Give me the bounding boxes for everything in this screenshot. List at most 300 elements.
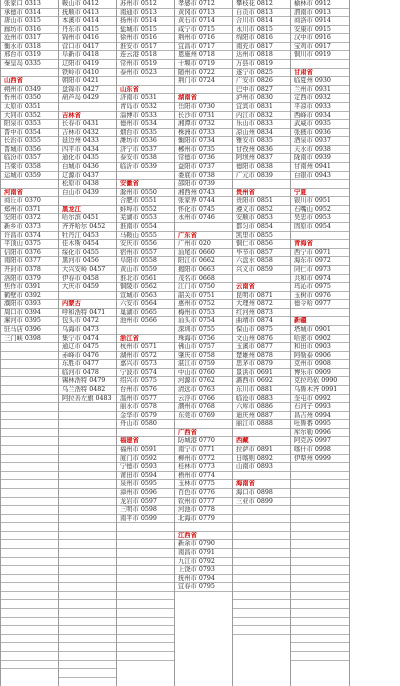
table-cell: 平凉市 0933 [291, 103, 349, 112]
table-cell: 都匀市 0854 [233, 223, 290, 232]
table-cell [1, 480, 58, 489]
table-cell: 商丘市 0370 [1, 197, 58, 206]
table-cell: 安庆市 0556 [117, 240, 174, 249]
table-cell: 潮州市 0768 [175, 403, 232, 412]
table-cell [117, 575, 174, 584]
table-cell: 呼和浩特 0471 [59, 309, 116, 318]
table-column [233, 0, 291, 686]
table-cell: 汕尾市 0660 [175, 249, 232, 258]
table-cell: 四平市 0434 [59, 146, 116, 155]
table-cell [59, 618, 116, 627]
table-cell [117, 549, 174, 558]
table-cell: 乌海市 0473 [59, 326, 116, 335]
table-cell: 许昌市 0374 [1, 232, 58, 241]
table-cell [117, 618, 174, 627]
table-cell: 汉中市 0916 [291, 34, 349, 43]
table-cell: 铜陵市 0562 [117, 283, 174, 292]
table-cell: 三门峡 0398 [1, 335, 58, 344]
table-cell: 江门市 0750 [175, 283, 232, 292]
table-cell [291, 609, 349, 618]
table-cell: 荆门市 0724 [175, 77, 232, 86]
table-cell: 嘉兴市 0573 [117, 360, 174, 369]
table-cell: 南充市 0817 [233, 43, 290, 52]
table-cell: 佛山市 0757 [175, 343, 232, 352]
table-cell [1, 403, 58, 412]
table-column [291, 0, 350, 686]
table-cell: 云浮市 0766 [175, 395, 232, 404]
table-cell: 广州市 020 [175, 240, 232, 249]
province-header: 甘肃省 [291, 69, 349, 78]
table-cell: 舟山市 0580 [117, 420, 174, 429]
table-cell [291, 626, 349, 635]
table-cell: 达州市 0818 [233, 51, 290, 60]
table-cell: 自贡市 0813 [233, 9, 290, 18]
table-cell [1, 352, 58, 361]
table-cell [233, 575, 290, 584]
table-cell: 乌兰浩特 0482 [59, 386, 116, 395]
table-cell: 宜昌市 0717 [175, 43, 232, 52]
table-cell: 张家界 0744 [175, 197, 232, 206]
table-cell: 石河子 0993 [291, 403, 349, 412]
province-header: 广西省 [175, 429, 232, 438]
table-cell [117, 326, 174, 335]
table-cell: 柳州市 0772 [175, 455, 232, 464]
table-cell [1, 360, 58, 369]
table-cell: 大理州 0872 [233, 300, 290, 309]
table-cell [1, 652, 58, 661]
table-cell: 吴忠市 0953 [291, 214, 349, 223]
table-cell: 杭州市 0571 [117, 343, 174, 352]
table-cell [59, 592, 116, 601]
table-cell [291, 583, 349, 592]
province-header: 广东省 [175, 232, 232, 241]
table-cell: 伊春市 0458 [59, 275, 116, 284]
table-cell: 哈尔滨 0451 [59, 214, 116, 223]
table-cell: 鹤壁市 0392 [1, 292, 58, 301]
table-cell: 上饶市 0793 [175, 566, 232, 575]
table-cell: 白城市 0436 [59, 163, 116, 172]
table-cell: 衡水市 0318 [1, 43, 58, 52]
table-cell: 奎屯市 0992 [291, 395, 349, 404]
table-cell: 哈密市 0902 [291, 335, 349, 344]
table-cell: 怀化市 0745 [175, 206, 232, 215]
table-cell: 桂林市 0773 [175, 463, 232, 472]
table-cell [59, 455, 116, 464]
table-cell: 迪庆州 0887 [233, 412, 290, 421]
table-cell: 塔城市 0901 [291, 326, 349, 335]
table-cell [1, 343, 58, 352]
table-cell: 玉溪市 0877 [233, 343, 290, 352]
table-cell [1, 558, 58, 567]
table-cell: 巢湖市 0565 [117, 309, 174, 318]
table-cell [59, 600, 116, 609]
table-cell [117, 635, 174, 644]
table-cell [59, 549, 116, 558]
table-cell [59, 498, 116, 507]
table-cell [1, 455, 58, 464]
table-cell [291, 180, 349, 189]
table-cell [59, 103, 116, 112]
table-cell [233, 523, 290, 532]
table-cell [59, 558, 116, 567]
table-cell: 秦皇岛 0335 [1, 60, 58, 69]
table-cell: 东胜市 0477 [59, 360, 116, 369]
table-cell [59, 626, 116, 635]
table-cell: 长春市 0431 [59, 120, 116, 129]
table-cell [233, 532, 290, 541]
table-cell: 库尔勒 0996 [291, 429, 349, 438]
table-cell: 清远市 0763 [175, 386, 232, 395]
table-cell [59, 515, 116, 524]
table-cell: 阿克苏 0997 [291, 437, 349, 446]
table-cell: 海东市 0972 [291, 257, 349, 266]
table-cell: 甘南州 0941 [291, 163, 349, 172]
table-cell [59, 661, 116, 670]
table-cell: 凉山州 0834 [233, 129, 290, 138]
table-cell: 白银市 0943 [291, 172, 349, 181]
table-cell: 克州市 0908 [291, 360, 349, 369]
table-cell: 玛沁市 0975 [291, 283, 349, 292]
table-cell: 开封市 0378 [1, 266, 58, 275]
table-cell: 阿拉善左旗 0483 [59, 395, 116, 404]
table-cell [1, 566, 58, 575]
table-cell: 揭阳市 0663 [175, 266, 232, 275]
table-cell [291, 463, 349, 472]
table-cell [1, 592, 58, 601]
table-cell: 喀什市 0998 [291, 446, 349, 455]
table-cell [1, 600, 58, 609]
table-cell: 烟台市 0535 [117, 129, 174, 138]
table-cell: 南阳市 0377 [1, 257, 58, 266]
table-cell: 南昌市 0791 [175, 549, 232, 558]
table-cell: 丹东市 0415 [59, 26, 116, 35]
table-cell: 泸州市 0830 [233, 94, 290, 103]
table-cell: 厦门市 0592 [117, 455, 174, 464]
table-cell: 忻州市 0350 [1, 94, 58, 103]
table-cell: 宣城市 0563 [117, 292, 174, 301]
table-cell: 常州市 0519 [117, 60, 174, 69]
table-cell: 邵阳市 0739 [175, 180, 232, 189]
province-header: 安徽省 [117, 180, 174, 189]
table-column [117, 0, 175, 686]
table-cell [117, 532, 174, 541]
table-cell: 泉州市 0595 [117, 480, 174, 489]
table-cell [59, 523, 116, 532]
table-cell: 曲靖市 0874 [233, 317, 290, 326]
table-cell: 通辽市 0475 [59, 343, 116, 352]
table-cell: 阜阳市 0558 [117, 257, 174, 266]
table-cell [1, 386, 58, 395]
table-cell: 丽江市 0888 [233, 420, 290, 429]
table-cell [117, 583, 174, 592]
table-cell: 拉萨市 0891 [233, 446, 290, 455]
table-cell: 驻马店 0396 [1, 326, 58, 335]
table-cell: 郴州市 0735 [175, 146, 232, 155]
table-cell [59, 566, 116, 575]
table-cell: 绥化市 0455 [59, 249, 116, 258]
table-cell [291, 540, 349, 549]
table-cell [1, 437, 58, 446]
table-cell [233, 566, 290, 575]
table-cell: 钦州市 0777 [175, 498, 232, 507]
table-cell: 鞍山市 0412 [59, 0, 116, 9]
table-cell [1, 583, 58, 592]
table-cell: 松原市 0438 [59, 180, 116, 189]
table-cell: 三明市 0598 [117, 506, 174, 515]
table-cell [291, 489, 349, 498]
table-cell: 扬州市 0514 [117, 17, 174, 26]
table-cell: 泰安市 0538 [117, 154, 174, 163]
table-cell [1, 412, 58, 421]
table-cell [59, 403, 116, 412]
table-cell: 韶关市 0751 [175, 292, 232, 301]
table-cell: 太原市 0351 [1, 103, 58, 112]
table-cell: 德阳市 0838 [233, 163, 290, 172]
province-header: 黑龙江 [59, 206, 116, 215]
table-cell: 梧州市 0774 [175, 472, 232, 481]
table-cell [291, 472, 349, 481]
table-cell: 甘孜州 0836 [233, 146, 290, 155]
table-cell [175, 523, 232, 532]
table-cell: 邢台市 0319 [1, 51, 58, 60]
table-cell [1, 609, 58, 618]
province-header: 江西省 [175, 532, 232, 541]
table-cell: 河池市 0778 [175, 506, 232, 515]
table-cell: 湘西州 0743 [175, 189, 232, 198]
table-cell [59, 635, 116, 644]
table-cell: 雅安市 0835 [233, 137, 290, 146]
table-cell: 阳泉市 0353 [1, 120, 58, 129]
table-cell [1, 395, 58, 404]
table-cell: 河源市 0762 [175, 377, 232, 386]
table-cell [291, 523, 349, 532]
table-cell: 新乡市 0373 [1, 223, 58, 232]
table-cell [291, 643, 349, 652]
table-cell: 晋中市 0354 [1, 129, 58, 138]
table-cell [291, 558, 349, 567]
table-cell: 南通市 0513 [117, 9, 174, 18]
table-cell: 中山市 0760 [175, 369, 232, 378]
table-cell [59, 506, 116, 515]
table-cell: 铜仁市 0856 [233, 240, 290, 249]
table-cell [291, 635, 349, 644]
table-cell: 兴义市 0859 [233, 266, 290, 275]
table-cell: 大同市 0352 [1, 112, 58, 121]
table-cell: 莆田市 0594 [117, 472, 174, 481]
table-cell: 永州市 0746 [175, 214, 232, 223]
table-cell: 济南市 0531 [117, 94, 174, 103]
table-cell: 芜湖市 0553 [117, 214, 174, 223]
table-cell [1, 180, 58, 189]
table-cell: 焦作市 0391 [1, 283, 58, 292]
table-column [59, 0, 117, 686]
province-header: 福建省 [117, 437, 174, 446]
table-cell: 苏州市 0512 [117, 0, 174, 9]
table-cell: 大庆市 0459 [59, 283, 116, 292]
table-cell [1, 549, 58, 558]
table-cell: 铁岭市 0410 [59, 69, 116, 78]
table-column [175, 0, 233, 686]
table-cell [117, 652, 174, 661]
table-cell [1, 540, 58, 549]
table-cell [59, 437, 116, 446]
table-cell [233, 583, 290, 592]
table-cell: 商洛市 0914 [291, 17, 349, 26]
table-cell [117, 626, 174, 635]
table-cell [1, 498, 58, 507]
table-cell: 绍兴市 0575 [117, 377, 174, 386]
table-cell: 东川市 0881 [233, 386, 290, 395]
table-cell: 宁波市 0574 [117, 369, 174, 378]
table-cell [1, 515, 58, 524]
table-cell: 梅州市 0753 [175, 309, 232, 318]
table-cell: 长沙市 0731 [175, 112, 232, 121]
table-cell: 株洲市 0733 [175, 129, 232, 138]
province-header: 西藏 [233, 437, 290, 446]
table-cell: 洛阳市 0379 [1, 275, 58, 284]
table-cell: 濮阳市 0393 [1, 300, 58, 309]
province-header: 内蒙古 [59, 300, 116, 309]
table-cell: 黄山市 0559 [117, 266, 174, 275]
table-cell: 漯河市 0395 [1, 317, 58, 326]
table-cell: 唐山市 0315 [1, 17, 58, 26]
table-cell [291, 506, 349, 515]
table-cell [291, 592, 349, 601]
table-cell [59, 472, 116, 481]
table-cell [1, 506, 58, 515]
table-cell [233, 600, 290, 609]
table-cell: 共和市 0974 [291, 275, 349, 284]
table-cell [233, 549, 290, 558]
table-cell: 漳州市 0596 [117, 489, 174, 498]
table-cell [291, 480, 349, 489]
table-cell [59, 292, 116, 301]
table-cell [59, 540, 116, 549]
table-cell [1, 575, 58, 584]
table-cell: 山南市 0893 [233, 463, 290, 472]
table-cell: 惠州市 0752 [175, 300, 232, 309]
table-cell: 济宁市 0537 [117, 146, 174, 155]
table-cell: 滁州市 0550 [117, 189, 174, 198]
table-cell [59, 583, 116, 592]
table-cell [117, 77, 174, 86]
table-cell: 深圳市 0755 [175, 326, 232, 335]
table-cell: 三亚市 0899 [233, 498, 290, 507]
table-cell: 伊犁州 0999 [291, 455, 349, 464]
province-header: 新疆 [291, 317, 349, 326]
table-cell: 沧州市 0317 [1, 34, 58, 43]
table-cell [291, 618, 349, 627]
table-cell: 朝阳市 0421 [59, 77, 116, 86]
table-cell [59, 609, 116, 618]
table-cell: 玉林市 0775 [175, 480, 232, 489]
table-cell [59, 420, 116, 429]
table-cell [233, 618, 290, 627]
table-cell: 红河州 0873 [233, 309, 290, 318]
table-cell: 日喀则 0892 [233, 455, 290, 464]
table-cell: 巴中市 0827 [233, 86, 290, 95]
table-cell: 湛江市 0759 [175, 360, 232, 369]
table-cell: 集宁市 0474 [59, 335, 116, 344]
table-cell: 酒泉市 0937 [291, 137, 349, 146]
table-cell [59, 197, 116, 206]
table-cell: 西峰市 0934 [291, 112, 349, 121]
table-cell: 贵阳市 0851 [233, 197, 290, 206]
table-cell: 长治市 0355 [1, 137, 58, 146]
table-cell [1, 635, 58, 644]
table-cell [1, 420, 58, 429]
table-cell: 锦州市 0416 [59, 34, 116, 43]
table-cell: 遂宁市 0825 [233, 69, 290, 78]
table-cell [175, 420, 232, 429]
table-cell: 盘锦市 0427 [59, 86, 116, 95]
table-cell [233, 540, 290, 549]
table-cell: 宁德市 0593 [117, 463, 174, 472]
table-cell [291, 60, 349, 69]
province-header: 贵州省 [233, 189, 290, 198]
table-cell [117, 429, 174, 438]
table-cell [1, 463, 58, 472]
table-cell: 宝鸡市 0917 [291, 43, 349, 52]
table-cell: 宿州市 0557 [117, 249, 174, 258]
table-cell: 咸宁市 0715 [175, 26, 232, 35]
table-cell: 徐州市 0516 [117, 34, 174, 43]
table-cell [59, 532, 116, 541]
province-header: 海南省 [233, 480, 290, 489]
table-cell: 绵阳市 0816 [233, 34, 290, 43]
table-cell: 廊坊市 0316 [1, 26, 58, 35]
table-cell: 淄博市 0533 [117, 112, 174, 121]
table-cell: 吐鲁番 0995 [291, 420, 349, 429]
table-cell [233, 626, 290, 635]
table-cell: 池州市 0566 [117, 317, 174, 326]
table-cell [1, 643, 58, 652]
table-cell: 承德市 0314 [1, 9, 58, 18]
table-cell: 博乐市 0909 [291, 369, 349, 378]
table-cell [1, 446, 58, 455]
table-cell: 衡阳市 0734 [175, 137, 232, 146]
table-cell [233, 506, 290, 515]
table-cell: 铜川市 0919 [291, 51, 349, 60]
table-cell [291, 600, 349, 609]
province-header: 宁夏 [291, 189, 349, 198]
table-cell [1, 489, 58, 498]
table-cell [233, 180, 290, 189]
table-cell [1, 626, 58, 635]
table-cell [291, 549, 349, 558]
table-cell: 张掖市 0936 [291, 129, 349, 138]
table-cell [291, 652, 349, 661]
table-cell: 本溪市 0414 [59, 17, 116, 26]
table-cell [233, 515, 290, 524]
table-cell: 宜宾市 0831 [233, 103, 290, 112]
table-cell: 定西市 0932 [291, 94, 349, 103]
table-cell: 阿坝州 0837 [233, 154, 290, 163]
table-cell: 万县市 0819 [233, 60, 290, 69]
table-cell: 辽阳市 0419 [59, 60, 116, 69]
table-cell: 临夏州 0930 [291, 77, 349, 86]
table-cell [59, 575, 116, 584]
table-cell: 汕头市 0754 [175, 317, 232, 326]
table-cell: 南平市 0599 [117, 515, 174, 524]
table-cell [59, 489, 116, 498]
table-cell: 温州市 0577 [117, 395, 174, 404]
province-header: 湖南省 [175, 94, 232, 103]
table-cell: 潍坊市 0536 [117, 137, 174, 146]
table-cell: 抚州市 0794 [175, 575, 232, 584]
table-cell: 思茅市 0879 [233, 360, 290, 369]
province-header: 青海省 [291, 240, 349, 249]
